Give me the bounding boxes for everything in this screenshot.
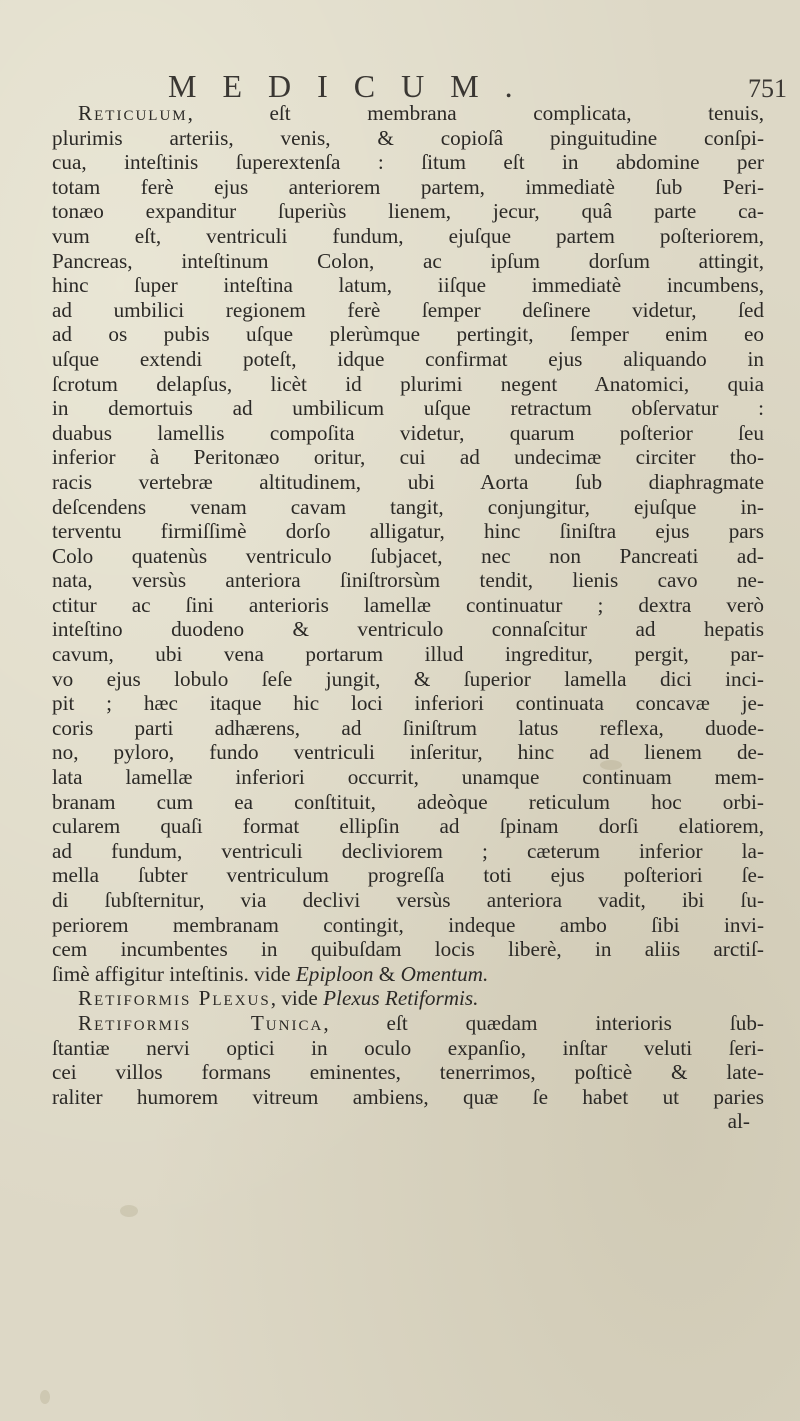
cross-reference: Omentum. [400,961,489,986]
text-line: terventu firmiſſimè dorſo alligatur, hinc ſiniſtra ejus pars [52,519,764,544]
text-line: hinc ſuper inteſtina latum, iiſque immediatè incumbens, [52,273,764,298]
text-line: mella ſubter ventriculum progreſſa toti ejus poſteriori ſe- [52,863,764,888]
text-line: inferior à Peritonæo oritur, cui ad undecimæ circiter tho- [52,445,764,470]
text-line: deſcendens venam cavam tangit, conjungitur, ejuſque in- [52,494,764,519]
text-line: cularem quaſi format ellipſin ad ſpinam dorſi elatiorem, [52,814,764,839]
text-line [52,986,764,1011]
text-line [52,962,764,987]
text-line: no, pyloro, fundo ventriculi inſeritur, hinc ad lienem de- [52,740,764,765]
text-line: inteſtino duodeno & ventriculo connaſcitur ad hepatis [52,617,764,642]
text-line: in demortuis ad umbilicum uſque retractum obſervatur : [52,396,764,421]
text-line [52,1011,764,1036]
text-line: cua, inteſtinis ſuperextenſa : ſitum eſt in abdomine per [52,150,764,175]
conjunction: & [378,961,396,986]
text-line-content: , eſt membrana complicata, tenuis, [187,101,764,125]
text-line: cei villos formans eminentes, tenerrimos, poſticè & late- [52,1060,764,1085]
text-line: ad os pubis uſque plerùmque pertingit, ſemper enim eo [52,322,764,347]
text-line: di ſubſternitur, via declivi versùs anteriora vadit, ibi ſu- [52,888,764,912]
entry-term: Retiformis Tunica [78,1010,324,1035]
text-line: plurimis arteriis, venis, & copioſâ pinguitudine conſpi- [52,125,764,150]
text-line: vum eſt, ventriculi fundum, ejuſque partem poſteriorem, [52,223,764,248]
text-line: cavum, ubi vena portarum illud ingreditur, pergit, par- [52,642,764,667]
text-line-content: , eſt quædam interioris ſub- [323,1010,764,1035]
text-line: raliter humorem vitreum ambiens, quæ ſe habet ut paries [52,1084,764,1109]
text-line: tonæo expanditur ſuperiùs lienem, jecur, quâ parte ca- [52,199,764,224]
text-line: duabus lamellis compoſita videtur, quarum poſterior ſeu [52,420,764,445]
cross-reference: Epiploon [295,961,374,986]
text-line: cem incumbentes in quibuſdam locis liberè, in aliis arctiſ- [52,937,764,962]
text-line: nata, versùs anteriora ſiniſtrorsùm tendit, lienis cavo ne- [52,568,764,593]
text-line: periorem membranam contingit, indeque ambo ſibi invi- [52,912,764,937]
text-line: pit ; hæc itaque hic loci inferiori continuata concavæ je- [52,691,764,716]
text-line: ad fundum, ventriculi decliviorem ; cæterum inferior la- [52,838,764,863]
text-line: totam ferè ejus anteriorem partem, immediatè ſub Peri- [52,174,764,199]
text-line: coris parti adhærens, ad ſiniſtrum latus reflexa, duode- [52,715,764,740]
entry-term: Retiformis Plexus [78,986,271,1011]
text-line: racis vertebræ altitudinem, ubi Aorta ſub diaphragmate [52,469,764,494]
text-line: ad umbilici regionem ferè ſemper deſinere videtur, ſed [52,297,764,322]
cross-reference: Plexus Retiformis. [323,986,479,1011]
text-line: uſque extendi poteſt, idque confirmat ejus aliquando in [52,346,764,371]
text-line-content: , vide [270,986,318,1011]
text-line: Colo quatenùs ventriculo ſubjacet, nec non Pancreati ad- [52,543,764,568]
running-head: MEDICUM. [168,68,539,104]
text-line: ſcrotum delapſus, licèt id plurimi negent Anatomici, quia [52,371,764,396]
paper-stain [40,1390,50,1404]
page-number: 751 [748,74,787,103]
text-line: Pancreas, inteſtinum Colon, ac ipſum dorſum attingit, [52,248,764,273]
paper-stain [120,1205,138,1217]
text-line: ctitur ac ſini anterioris lamellæ continuatur ; dextra verò [52,592,764,617]
text-line-content: ſimè affigitur inteſtinis. vide [52,961,291,986]
text-line: ſtantiæ nervi optici in oculo expanſio, inſtar veluti ſeri- [52,1035,764,1060]
body-text [52,101,764,1134]
text-line [52,101,764,126]
text-line: lata lamellæ inferiori occurrit, unamque continuam mem- [52,765,764,790]
entry-term: Reticulum [78,101,188,125]
text-line: vo ejus lobulo ſeſe jungit, & ſuperior lamella dici inci- [52,666,764,691]
catchword: al- [727,1109,750,1134]
text-line: branam cum ea conſtituit, adeòque reticulum hoc orbi- [52,789,764,814]
